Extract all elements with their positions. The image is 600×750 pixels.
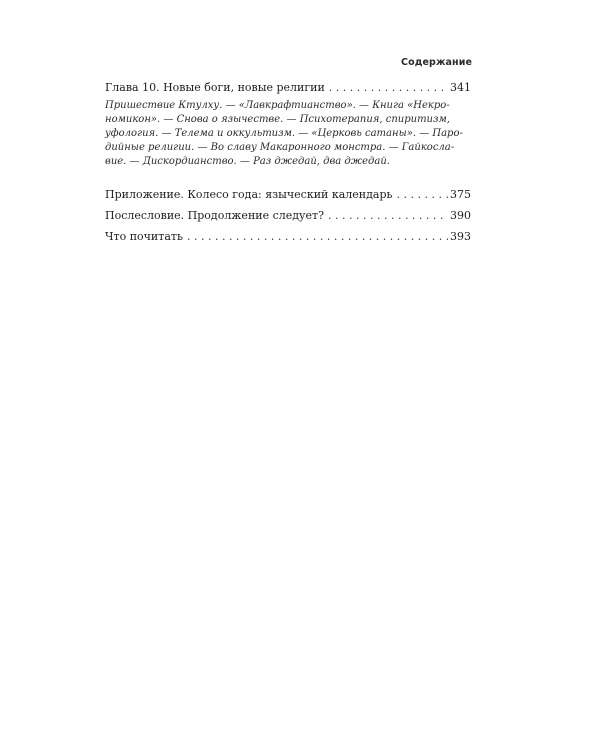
- running-head: Содержание: [401, 57, 472, 68]
- toc-entry-description: [105, 99, 471, 169]
- toc-entry-afterword: [105, 208, 471, 224]
- description-line: Пришествие Ктулху. — «Лавкрафтианство». — Книга «Некро-: [105, 100, 450, 111]
- description-line: вие. — Дискордианство. — Раз джедай, два джедай.: [105, 156, 390, 167]
- dot-leader: [397, 187, 449, 203]
- dot-leader: [329, 80, 448, 96]
- toc-entry-further-reading: [105, 229, 471, 245]
- toc-entry-appendix: [105, 187, 471, 203]
- toc-entry-page-number: 341: [450, 81, 471, 94]
- description-line: дийные религии. — Во славу Макаронного монстра. — Гайкосла-: [105, 142, 455, 153]
- toc-entry-title: Что почитать: [105, 230, 183, 243]
- dot-leader: [187, 229, 448, 245]
- table-of-contents: [105, 80, 471, 245]
- toc-entry-page-number: 375: [450, 188, 471, 201]
- description-line: номикон». — Снова о язычестве. — Психотерапия, спиритизм,: [105, 114, 450, 125]
- toc-entry-chapter-10: [105, 80, 471, 96]
- toc-entry-page-number: 390: [450, 209, 471, 222]
- toc-entry-page-number: 393: [450, 230, 471, 243]
- toc-entry-title: Глава 10. Новые боги, новые религии: [105, 81, 325, 94]
- description-line: уфология. — Телема и оккультизм. — «Церковь сатаны». — Паро-: [105, 128, 463, 139]
- toc-entry-title: Приложение. Колесо года: языческий календарь: [105, 188, 393, 201]
- dot-leader: [328, 208, 448, 224]
- toc-entry-title: Послесловие. Продолжение следует?: [105, 209, 325, 222]
